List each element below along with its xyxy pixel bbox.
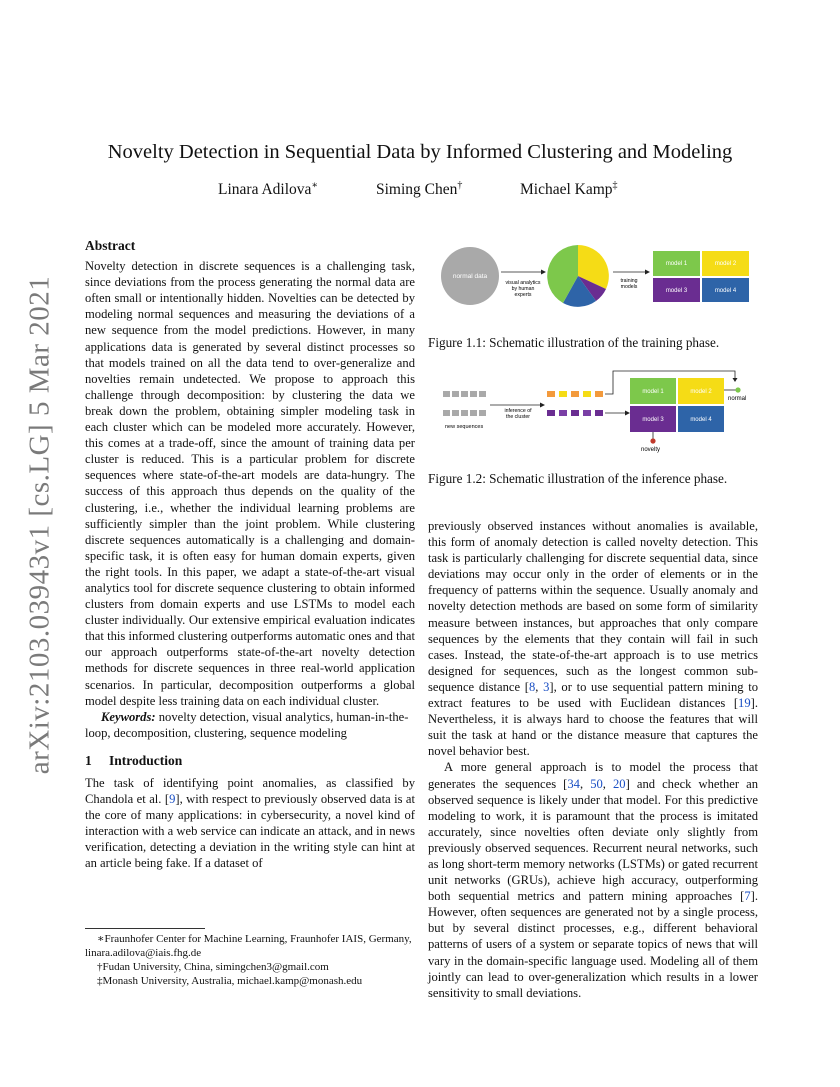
keywords (85, 709, 415, 741)
citation-link[interactable]: 20 (613, 776, 626, 791)
citation-link[interactable]: 34 (567, 776, 580, 791)
figure-1-1-caption: Figure 1.1: Schematic illustration of the training phase. (428, 335, 720, 350)
svg-text:experts: experts (514, 292, 532, 298)
right-paragraph-2: A more general approach is to model the process that generates the sequences [34, 50, 20] and check whether an observed sequence is likely under that model. For this predictive modeling to work, it is paramount that the process is imitated accurately, since novelties often deviate only slightly from previously observed sequences. Recurrent neural networks, such as long short-term memory networks (LSTMs) or gated recurrent unit networks (GRUs), achieve high accuracy, outperforming both sequential metrics and pattern mining approaches [7]. However, often sequences are generated not by a single process, but by several distinct processes, e.g., different behavioral patterns of users of a system or separate topics of news that will vary in the domain-specific language used. Modeling all of them jointly can lead to over-generalization which results in a lower sensitivity to small deviations. (428, 760, 759, 1000)
svg-text:model 4: model 4 (690, 417, 712, 423)
normal-data-label: normal data (452, 273, 488, 280)
svg-text:new sequences: new sequences (445, 424, 484, 430)
svg-text:model 4: model 4 (714, 288, 737, 294)
novelty-indicator (650, 438, 655, 443)
author-3: Michael Kamp‡ (520, 180, 618, 199)
svg-text:model 3: model 3 (665, 288, 688, 294)
footnote-2: †Fudan University, China, simingchen3@gmail.com (97, 961, 329, 973)
footnotes (85, 932, 420, 988)
arxiv-id: arXiv:2103.03943v1 [cs.LG] 5 Mar 2021 (23, 275, 56, 775)
svg-text:model 2: model 2 (714, 261, 737, 267)
svg-text:normal: normal (728, 396, 747, 402)
new-sequence-bottom (443, 410, 486, 416)
paper-title: Novelty Detection in Sequential Data by Informed Clustering and Modeling (107, 141, 733, 163)
author-1: Linara Adilova∗ (218, 180, 319, 199)
citation-link[interactable]: 8 (528, 679, 536, 694)
right-column (428, 518, 758, 1001)
footnote-3: ‡Monash University, Australia, michael.kamp@monash.edu (97, 975, 363, 987)
citation-link[interactable]: 3 (543, 679, 550, 694)
svg-text:models: models (620, 284, 638, 290)
arxiv-stamp (16, 275, 64, 775)
new-sequence-top (443, 391, 486, 397)
normal-indicator (735, 387, 740, 392)
svg-text:by human: by human (511, 286, 535, 292)
right-paragraph-1: previously observed instances without anomalies is available, this form of anomaly detection is called novelty detection. This task is particularly challenging for discrete sequential data, since deviations may occur only in the order of elements or in the frequency of patterns within the sequence. Usually anomaly and novelty detection methods are based on some form of similarity measure between instances, but approaches that only compare sequences by the elements that they contain will fail in such cases. Instead, the state-of-the-art approach is to use metrics designed for sequences, such as the longest common sub-sequence distance [8, 3], or to use sequential pattern mining to extract features to be used with Euclidean distances [19]. Nevertheless, it is always hard to choose the features that will suit the task at hand or the distance measure that captures the novel behavior best. (428, 519, 759, 759)
footnote-rule (85, 928, 205, 929)
author-2: Siming Chen† (376, 180, 463, 199)
svg-text:model 1: model 1 (665, 261, 688, 267)
figure-1-2-caption: Figure 1.2: Schematic illustration of the inference phase. (428, 471, 728, 486)
figure-inference-phase (440, 368, 760, 454)
svg-text:model 2: model 2 (690, 389, 712, 395)
citation-link[interactable]: 50 (590, 776, 603, 791)
abstract-text: Novelty detection in discrete sequences is a challenging task, since deviations from the process generating the normal data are often small or intentionally hidden. Novelties can be detected by modeling normal sequences and measuring the deviations of a new sequence from the model predictions. However, in many applications data is generated by several distinct processes so that models trained on all the data tend to over-generalize and novelties remain undetected. We propose to approach this challenge through decomposition: by clustering the data we break down the problem, obtaining simpler modeling task in each cluster which can be modeled more accurately. However, this comes at a trade-off, since the amount of training data per cluster is reduced. This is a particular problem for discrete sequences where state-of-the-art models are data-hungry. The success of this approach thus depends on the quality of the clustering, i.e., whether the individual learning problems are sufficiently simpler than the joint problem. While clustering discrete sequences automatically is a challenging and domain-specific task, it is often easy for human domain experts, given the right tools. In this paper, we adapt a state-of-the-art visual analytics tool for discrete sequence clustering to obtain informed clusters from domain experts and use LSTMs to model each cluster individually. Our extensive empirical evaluation indicates that this informed clustering outperforms automatic ones and that our approach outperforms state-of-the-art novelty detection methods for discrete sequences in three real-world application scenarios. In particular, decomposition outperforms a global model despite less training data on each individual cluster. (85, 259, 415, 708)
svg-text:model 1: model 1 (642, 389, 664, 395)
svg-text:model 3: model 3 (642, 417, 664, 423)
svg-text:visual analytics: visual analytics (505, 280, 541, 286)
section-heading-introduction: 1 Introduction (85, 752, 183, 768)
keywords-text: novelty detection, visual analytics, human-in-the-loop, decomposition, clustering, sequence modeling (85, 709, 409, 740)
classified-sequence-top (547, 391, 603, 397)
citation-link[interactable]: 19 (738, 696, 751, 711)
intro-paragraph: The task of identifying point anomalies, as classified by Chandola et al. [9], with respect to previously observed data is at the core of many applications: in cybersecurity, a novel kind of interaction with a web service can indicate an attack, and in news verification, detecting a deviation in the writing style can hint at an article being fake. If a dataset of (85, 776, 415, 871)
figure-training-phase (428, 236, 758, 326)
keywords-label: Keywords: (101, 709, 156, 724)
svg-text:the cluster: the cluster (506, 414, 530, 420)
cluster-pie-chart (547, 245, 609, 307)
citation-link[interactable]: 9 (169, 792, 176, 807)
abstract-heading: Abstract (85, 238, 136, 253)
svg-text:inference of: inference of (504, 408, 532, 414)
svg-text:training: training (620, 278, 638, 284)
svg-text:novelty: novelty (641, 447, 661, 453)
footnote-1: ∗Fraunhofer Center for Machine Learning, Fraunhofer IAIS, Germany, linara.adilova@iais.fhg.de (85, 933, 412, 959)
left-column (85, 238, 415, 872)
citation-link[interactable]: 7 (744, 889, 751, 904)
classified-sequence-bottom (547, 410, 603, 416)
